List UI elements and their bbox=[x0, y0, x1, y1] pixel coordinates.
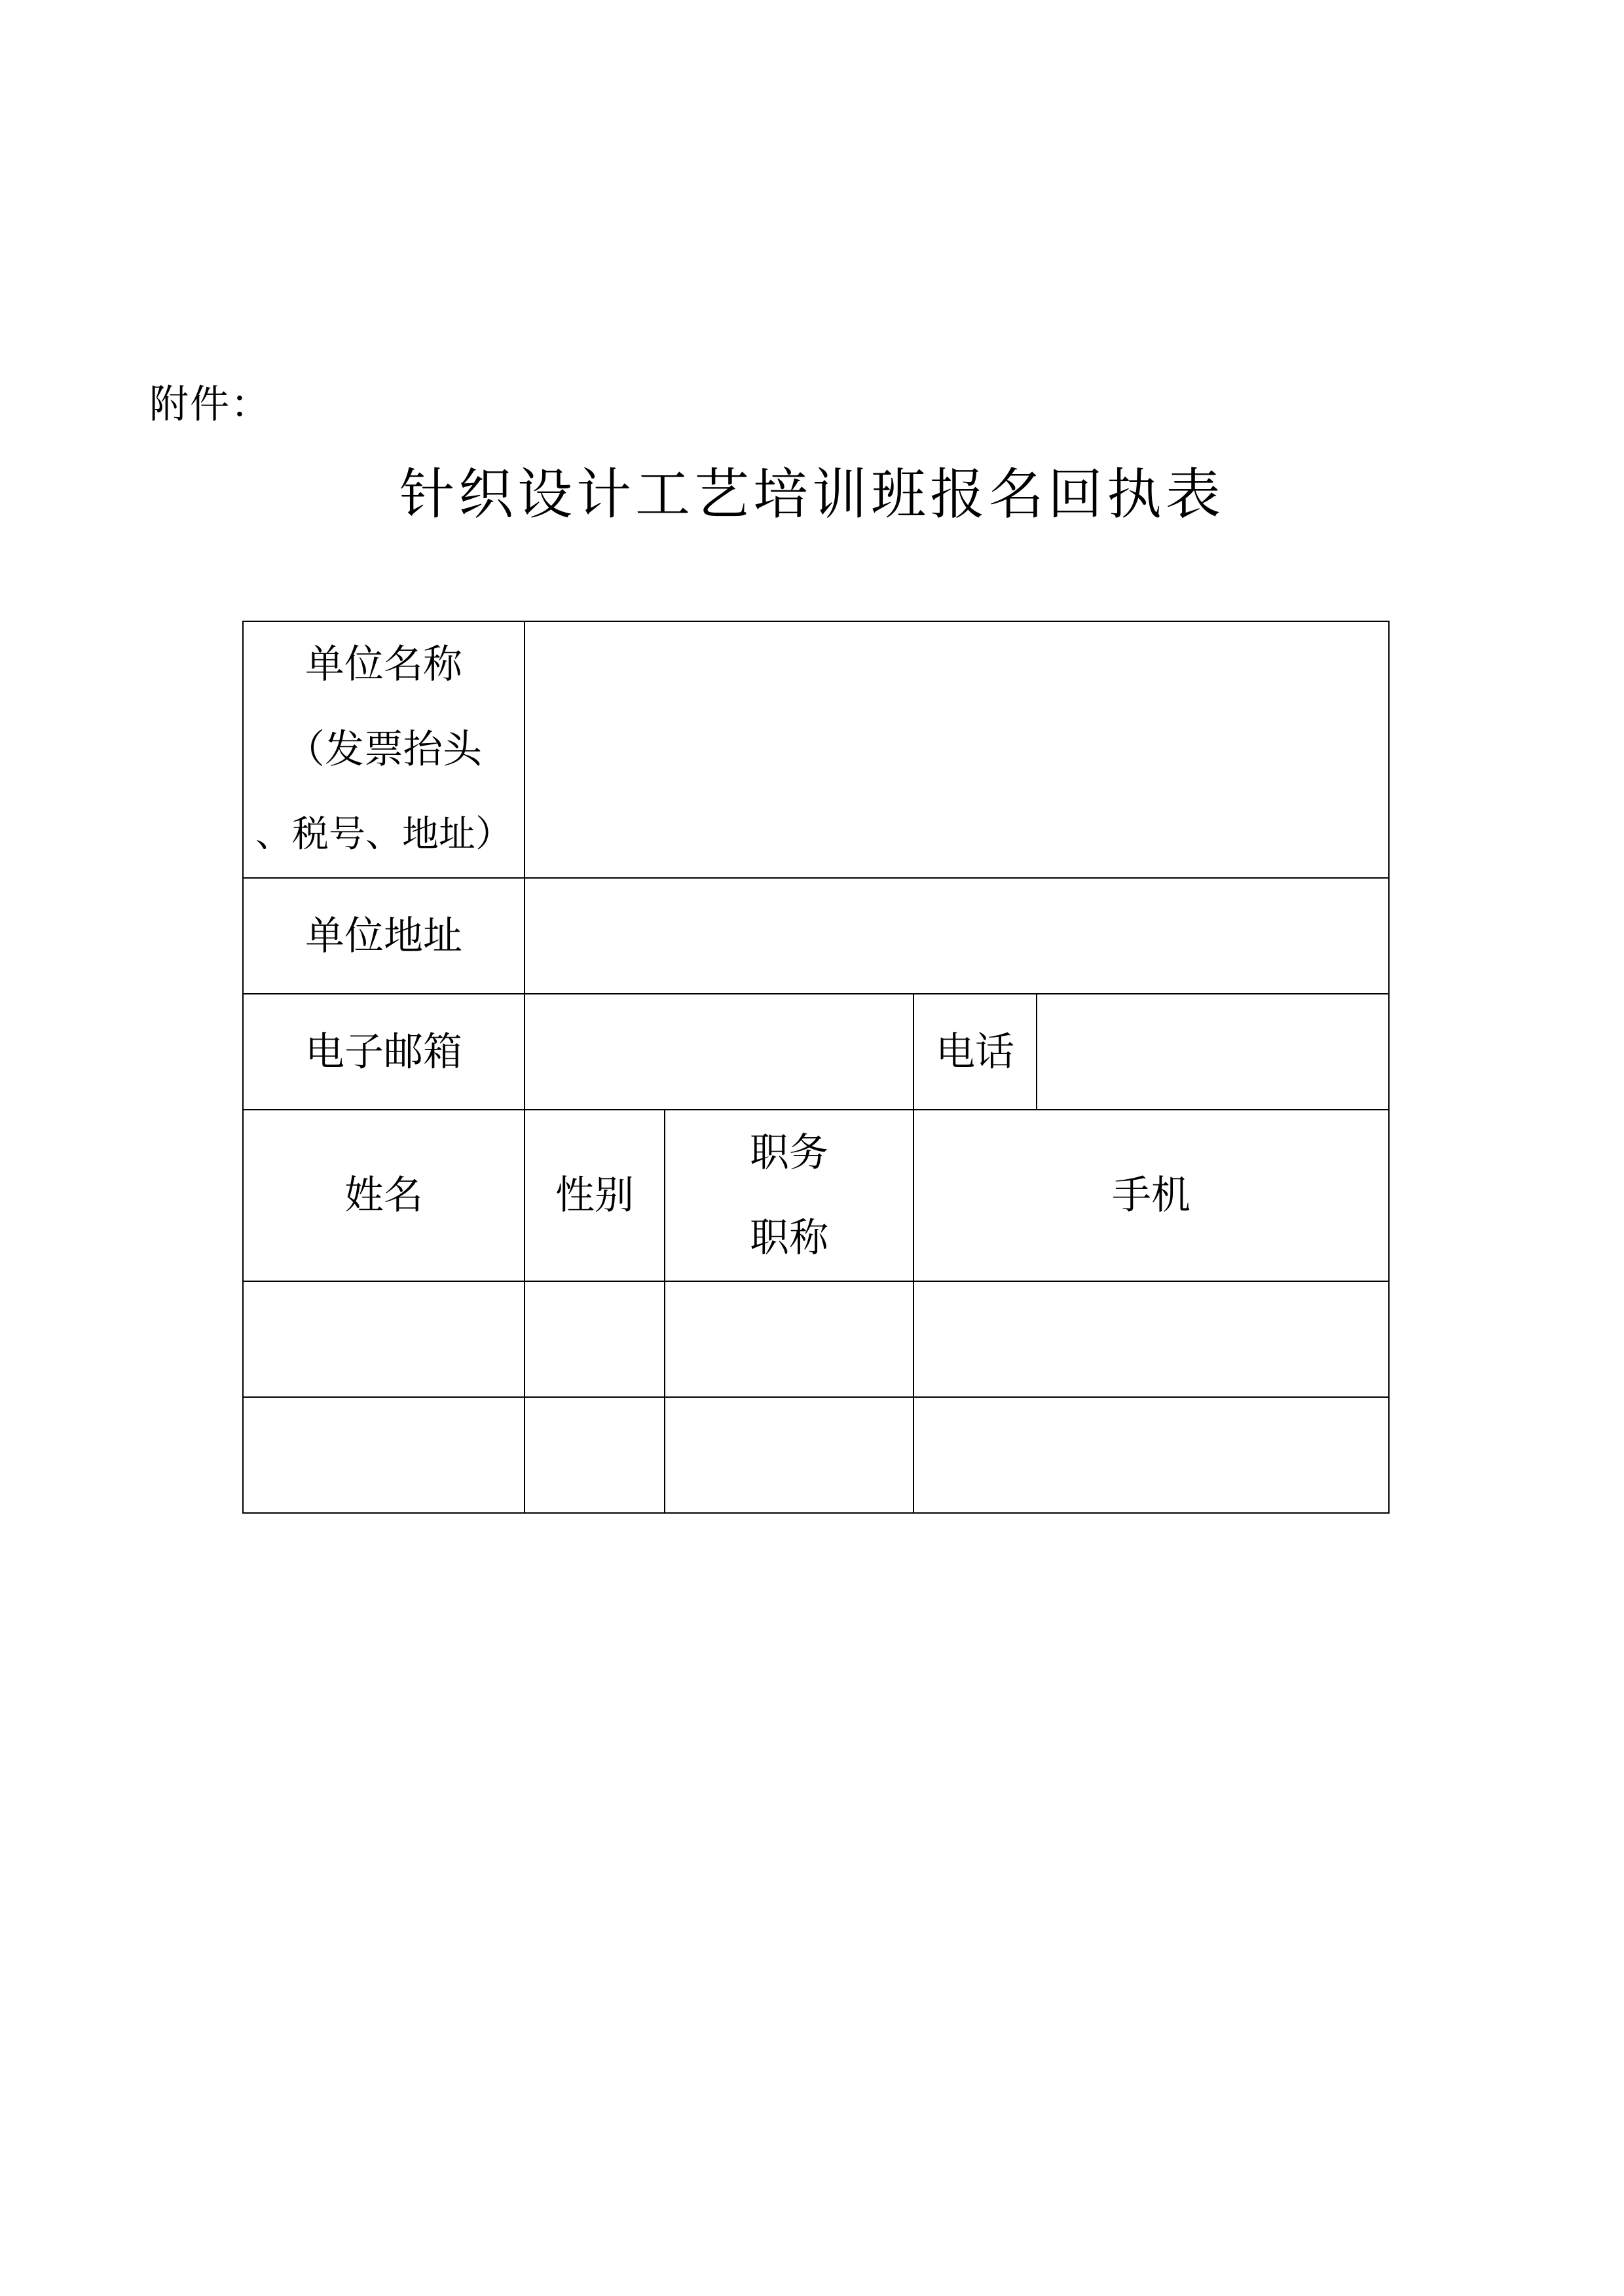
phone-input[interactable] bbox=[1037, 994, 1389, 1110]
attendee-mobile-input[interactable] bbox=[913, 1281, 1389, 1397]
attendee-row bbox=[243, 1281, 1389, 1397]
attendee-name-input[interactable] bbox=[243, 1397, 525, 1513]
company-address-input[interactable] bbox=[525, 878, 1389, 994]
attendee-gender-input[interactable] bbox=[525, 1281, 665, 1397]
company-name-input[interactable] bbox=[525, 621, 1389, 878]
mobile-column-header: 手机 bbox=[913, 1110, 1389, 1281]
attendee-position-input[interactable] bbox=[665, 1397, 913, 1513]
company-address-row bbox=[243, 878, 1389, 994]
attachment-label: 附件： bbox=[149, 382, 271, 428]
company-name-label-line-1: 单位名称 bbox=[305, 642, 462, 687]
position-column-header bbox=[665, 1110, 913, 1281]
attendee-position-input[interactable] bbox=[665, 1281, 913, 1397]
attendee-header-row bbox=[243, 1110, 1389, 1281]
attendee-name-input[interactable] bbox=[243, 1281, 525, 1397]
company-name-row bbox=[243, 621, 1389, 878]
email-label: 电子邮箱 bbox=[243, 994, 525, 1110]
position-header-line-2: 职称 bbox=[750, 1215, 828, 1261]
attendee-gender-input[interactable] bbox=[525, 1397, 665, 1513]
position-header-line-1: 职务 bbox=[750, 1130, 828, 1176]
email-input[interactable] bbox=[525, 994, 913, 1110]
company-name-label bbox=[243, 621, 525, 878]
company-name-label-line-2: （发票抬头 bbox=[286, 727, 482, 773]
attendee-row bbox=[243, 1397, 1389, 1513]
email-phone-row bbox=[243, 994, 1389, 1110]
company-name-label-line-3: 、税号、地址） bbox=[255, 813, 512, 856]
attendee-mobile-input[interactable] bbox=[913, 1397, 1389, 1513]
gender-column-header: 性别 bbox=[525, 1110, 665, 1281]
page-title: 针织设计工艺培训班报名回执表 bbox=[399, 462, 1225, 526]
registration-form-table bbox=[242, 621, 1390, 1514]
phone-label: 电话 bbox=[913, 994, 1037, 1110]
company-address-label: 单位地址 bbox=[243, 878, 525, 994]
name-column-header: 姓名 bbox=[243, 1110, 525, 1281]
